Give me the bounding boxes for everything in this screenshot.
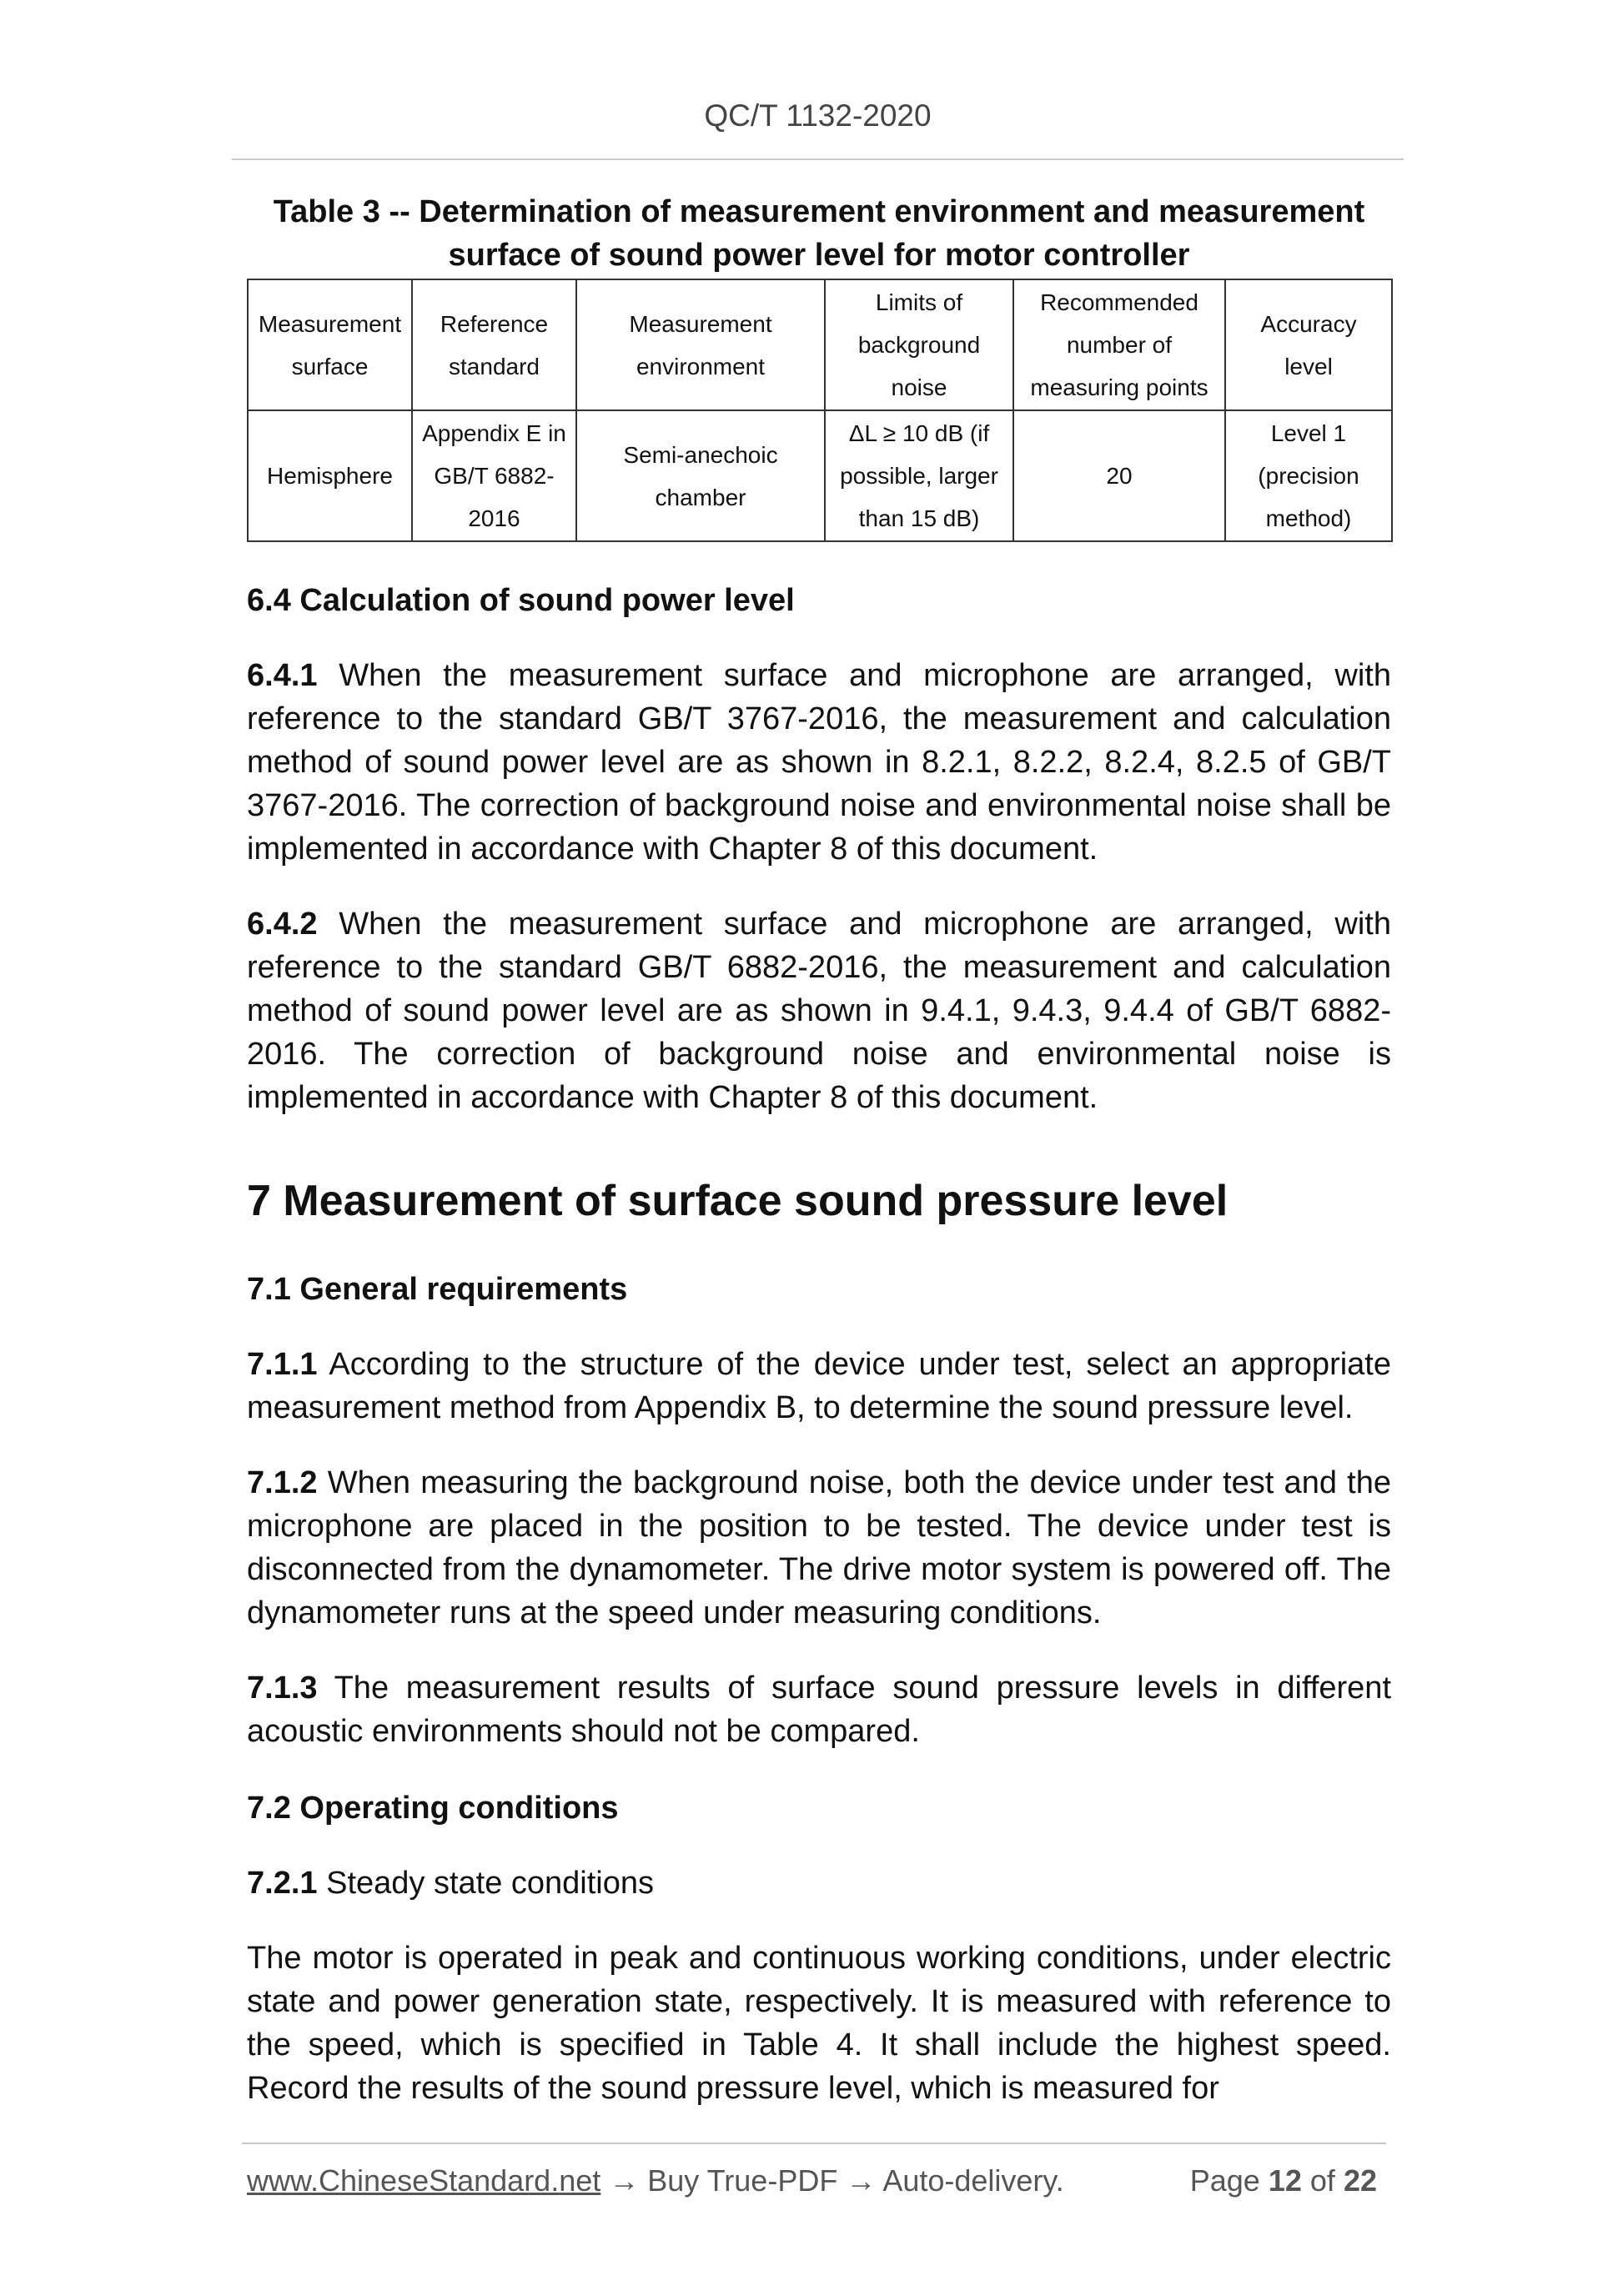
clause-7-1-1 [247, 1343, 1391, 1429]
table-cell: Appendix E in GB/T 6882- 2016 [412, 410, 576, 541]
website-link[interactable]: www.ChineseStandard.net [247, 2163, 601, 2198]
table-row [248, 410, 1392, 541]
table-3 [247, 279, 1393, 542]
page-footer [247, 2163, 1377, 2198]
total-pages: 22 [1343, 2163, 1377, 2198]
clause-number: 6.4.1 [247, 658, 318, 693]
table-cell: 20 [1013, 410, 1225, 541]
table-caption [247, 190, 1391, 277]
clause-text: According to the structure of the device under test, select an appropriate measurement method from Appendix B, to determine the sound pressure level. [247, 1347, 1391, 1425]
promo-text: → Buy True-PDF → Auto-delivery. [600, 2163, 1064, 2198]
clause-text: Steady state conditions [326, 1866, 655, 1901]
current-page: 12 [1268, 2163, 1302, 2198]
clause-number: 7.1.1 [247, 1347, 318, 1382]
clause-number: 7.2.1 [247, 1866, 318, 1901]
table-cell: Semi-anechoic chamber [576, 410, 825, 541]
clause-number: 7.1.2 [247, 1465, 318, 1500]
document-body [247, 190, 1391, 2142]
chapter-7-heading: 7 Measurement of surface sound pressure level [247, 1177, 1229, 1225]
clause-6-4-2 [247, 902, 1391, 1119]
clause-text: When the measurement surface and microphone are arranged, with reference to the standard GB/T 6882-2016, the measurement and calculation method of sound power level are as shown in 9.4.1, 9.4.3, 9.4.4 of GB/T 6882-2016. The correction of background noise and environmental noise is implemented in accordance with Chapter 8 of this document. [247, 907, 1391, 1115]
header-cell: Measurement environment [576, 279, 825, 410]
of-label: of [1309, 2163, 1335, 2198]
page-label: Page [1189, 2163, 1260, 2198]
clause-6-4-1 [247, 654, 1391, 871]
header-cell: Recommended number of measuring points [1013, 279, 1225, 410]
clause-text: When the measurement surface and microphone are arranged, with reference to the standard GB/T 3767-2016, the measurement and calculation method of sound power level are as shown in 8.2.1, 8.2.2, 8.2.4, 8.2.5 of GB/T 3767-2016. The correction of background noise and environmental noise shall be implemented in accordance with Chapter 8 of this document. [247, 658, 1391, 867]
clause-7-2-1 [247, 1861, 1391, 1905]
table-caption-line-2: surface of sound power level for motor controller [448, 238, 1190, 273]
header-cell: Limits of background noise [825, 279, 1013, 410]
clause-text: The measurement results of surface sound pressure levels in different acoustic environments should not be compared. [247, 1671, 1391, 1749]
header-cell: Measurement surface [248, 279, 412, 410]
section-7-2-heading: 7.2 Operating conditions [247, 1791, 619, 1826]
clause-text: When measuring the background noise, both the device under test and the microphone are placed in the position to be tested. The device under test is disconnected from the dynamometer. The drive motor system is powered off. The dynamometer runs at the speed under measuring conditions. [247, 1465, 1392, 1630]
table-caption-line-1: Table 3 -- Determination of measurement environment and measurement [273, 194, 1365, 229]
page-number [1190, 2163, 1377, 2198]
footer-divider [242, 2143, 1386, 2144]
clause-7-1-3 [247, 1666, 1391, 1753]
section-7-1-heading: 7.1 General requirements [247, 1272, 628, 1307]
body-paragraph: The motor is operated in peak and continuous working conditions, under electric state and power generation state, respectively. It is measured with reference to the speed, which is specified in Table 4. It shall include the highest speed. Record the results of the sound pressure level, which is measured for [247, 1941, 1391, 2106]
clause-number: 6.4.2 [247, 907, 318, 942]
clause-number: 7.1.3 [247, 1671, 318, 1706]
header-cell: Reference standard [412, 279, 576, 410]
page-header [232, 98, 1404, 160]
table-cell: Hemisphere [248, 410, 412, 541]
header-cell: Accuracy level [1225, 279, 1392, 410]
table-header-row [248, 279, 1392, 410]
table-cell: Level 1 (precision method) [1225, 410, 1392, 541]
clause-7-1-2 [247, 1461, 1391, 1635]
doc-id: QC/T 1132-2020 [704, 98, 932, 133]
section-6-4-heading: 6.4 Calculation of sound power level [247, 583, 795, 618]
table-cell: ΔL ≥ 10 dB (if possible, larger than 15 dB) [825, 410, 1013, 541]
